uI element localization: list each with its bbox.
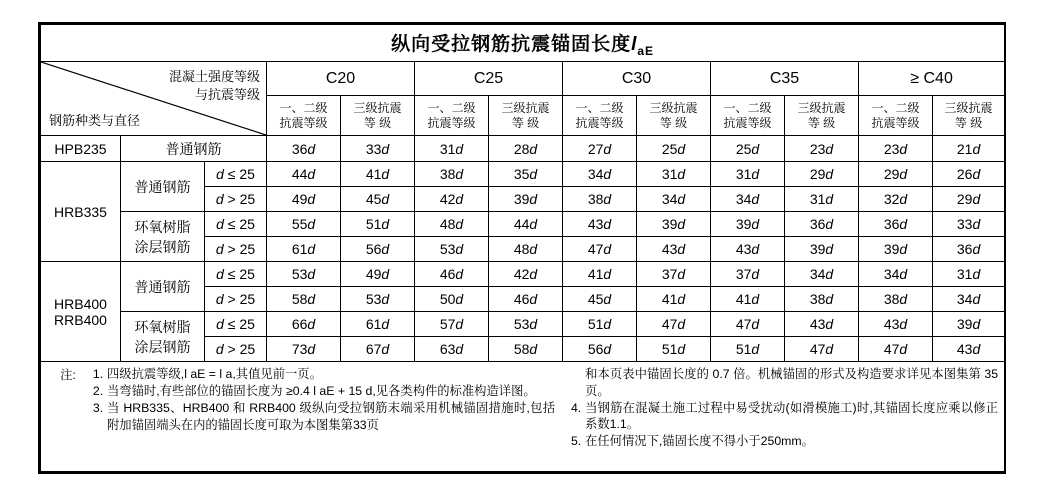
row-type-hrb400: HRB400 RRB400	[41, 262, 121, 362]
cell: 31d	[415, 136, 489, 162]
notes-right-column	[561, 362, 1004, 453]
cell: 31d	[933, 262, 1005, 287]
cell: 34d	[563, 162, 637, 187]
cell: 49d	[267, 187, 341, 212]
list-item: 4. 当钢筋在混凝土施工过程中易受扰动(如滑模施工)时,其锚固长度应乘以修正系数1.1。	[570, 400, 999, 431]
sub-header-c30-b: 三级抗震 等 级	[637, 96, 711, 136]
row-dia: d > 25	[205, 337, 267, 362]
list-item: 5. 在任何情况下,锚固长度不得小于250mm。	[570, 434, 814, 448]
cell: 53d	[341, 287, 415, 312]
table-row	[41, 136, 1005, 162]
cell: 41d	[563, 262, 637, 287]
cell: 61d	[267, 237, 341, 262]
cell: 43d	[785, 312, 859, 337]
cell: 45d	[563, 287, 637, 312]
cell: 50d	[415, 287, 489, 312]
list-item: 3. 当 HRB335、HRB400 和 RRB400 级纵向受拉钢筋末端采用机械锚固措施时,包括附加锚固端头在内的锚固长度可取为本图集第33页	[92, 401, 556, 432]
cell: 36d	[267, 136, 341, 162]
cell: 66d	[267, 312, 341, 337]
cell: 39d	[859, 237, 933, 262]
cell: 73d	[267, 337, 341, 362]
cell: 46d	[489, 287, 563, 312]
grade-c20: C20	[267, 62, 415, 96]
cell: 27d	[563, 136, 637, 162]
cell: 36d	[785, 212, 859, 237]
row-bar-epoxy: 环氧树脂 涂层钢筋	[121, 312, 205, 362]
cell: 51d	[563, 312, 637, 337]
cell: 34d	[637, 187, 711, 212]
cell: 34d	[933, 287, 1005, 312]
cell: 25d	[711, 136, 785, 162]
row-dia: d ≤ 25	[205, 312, 267, 337]
cell: 51d	[341, 212, 415, 237]
list-item: 1. 四级抗震等级,l aE = l a,其值见前一页。	[92, 367, 322, 381]
notes-left-column	[41, 362, 561, 453]
cell: 35d	[489, 162, 563, 187]
sub-header-c40-a: 一、二级 抗震等级	[859, 96, 933, 136]
row-dia: d > 25	[205, 287, 267, 312]
notes-label: 注:	[60, 368, 76, 382]
title-symbol: l	[631, 33, 638, 55]
cell: 34d	[859, 262, 933, 287]
cell: 39d	[489, 187, 563, 212]
cell: 43d	[859, 312, 933, 337]
cell: 39d	[711, 212, 785, 237]
cell: 43d	[563, 212, 637, 237]
list-item: 和本页表中锚固长度的 0.7 倍。机械锚固的形式及构造要求详见本图集第 35 页。	[585, 367, 999, 398]
cell: 53d	[415, 237, 489, 262]
cell: 47d	[859, 337, 933, 362]
cell: 48d	[489, 237, 563, 262]
grade-header-row	[41, 62, 1005, 96]
cell: 34d	[785, 262, 859, 287]
cell: 29d	[933, 187, 1005, 212]
cell: 45d	[341, 187, 415, 212]
cell: 67d	[341, 337, 415, 362]
row-dia: d ≤ 25	[205, 262, 267, 287]
cell: 23d	[785, 136, 859, 162]
grade-c25: C25	[415, 62, 563, 96]
cell: 51d	[637, 337, 711, 362]
sub-header-c20-b: 三级抗震 等 级	[341, 96, 415, 136]
grade-c30: C30	[563, 62, 711, 96]
cell: 37d	[637, 262, 711, 287]
cell: 28d	[489, 136, 563, 162]
row-dia: d > 25	[205, 187, 267, 212]
cell: 42d	[415, 187, 489, 212]
notes-row	[41, 362, 1005, 472]
table-title-row	[41, 25, 1005, 62]
cell: 21d	[933, 136, 1005, 162]
cell: 42d	[489, 262, 563, 287]
cell: 43d	[637, 237, 711, 262]
row-type-hrb335: HRB335	[41, 162, 121, 262]
corner-header-top: 混凝土强度等级 与抗震等级	[168, 69, 260, 102]
cell: 36d	[859, 212, 933, 237]
cell: 41d	[711, 287, 785, 312]
list-item: 2. 当弯锚时,有些部位的锚固长度为 ≥0.4 l aE + 15 d,见各类构件的标准构造详图。	[92, 384, 536, 398]
cell: 58d	[489, 337, 563, 362]
title-symbol-sub: aE	[637, 43, 655, 58]
cell: 32d	[859, 187, 933, 212]
corner-diagonal-header	[41, 62, 267, 136]
cell: 31d	[637, 162, 711, 187]
table-sheet	[38, 22, 1006, 474]
corner-header-bottom: 钢筋种类与直径	[49, 113, 141, 128]
cell: 51d	[711, 337, 785, 362]
cell: 41d	[341, 162, 415, 187]
row-bar-epoxy: 环氧树脂 涂层钢筋	[121, 212, 205, 262]
cell: 47d	[785, 337, 859, 362]
row-dia: d > 25	[205, 237, 267, 262]
grade-c40: ≥ C40	[859, 62, 1005, 96]
cell: 53d	[489, 312, 563, 337]
cell: 31d	[711, 162, 785, 187]
notes-cell	[41, 362, 1005, 472]
cell: 29d	[785, 162, 859, 187]
table-row	[41, 262, 1005, 287]
row-bar-hpb235: 普通钢筋	[121, 136, 267, 162]
cell: 61d	[341, 312, 415, 337]
sub-header-c35-a: 一、二级 抗震等级	[711, 96, 785, 136]
cell: 56d	[341, 237, 415, 262]
cell: 36d	[933, 237, 1005, 262]
sub-header-c30-a: 一、二级 抗震等级	[563, 96, 637, 136]
sub-header-c25-a: 一、二级 抗震等级	[415, 96, 489, 136]
cell: 43d	[933, 337, 1005, 362]
cell: 29d	[859, 162, 933, 187]
sub-header-c20-a: 一、二级 抗震等级	[267, 96, 341, 136]
row-bar-common: 普通钢筋	[121, 262, 205, 312]
cell: 47d	[563, 237, 637, 262]
cell: 25d	[637, 136, 711, 162]
cell: 39d	[785, 237, 859, 262]
notes-list-left	[89, 366, 555, 450]
cell: 44d	[489, 212, 563, 237]
cell: 26d	[933, 162, 1005, 187]
anchorage-length-table	[40, 24, 1005, 472]
cell: 34d	[711, 187, 785, 212]
cell: 55d	[267, 212, 341, 237]
cell: 37d	[711, 262, 785, 287]
cell: 38d	[785, 287, 859, 312]
title-text: 纵向受拉钢筋抗震锚固长度	[391, 33, 632, 55]
cell: 38d	[563, 187, 637, 212]
notes-list-right	[567, 366, 998, 450]
cell: 46d	[415, 262, 489, 287]
cell: 44d	[267, 162, 341, 187]
cell: 63d	[415, 337, 489, 362]
page-title	[41, 25, 1005, 62]
cell: 43d	[711, 237, 785, 262]
cell: 39d	[637, 212, 711, 237]
cell: 58d	[267, 287, 341, 312]
row-bar-common: 普通钢筋	[121, 162, 205, 212]
cell: 38d	[415, 162, 489, 187]
cell: 39d	[933, 312, 1005, 337]
cell: 41d	[637, 287, 711, 312]
row-dia: d ≤ 25	[205, 212, 267, 237]
cell: 38d	[859, 287, 933, 312]
table-row	[41, 312, 1005, 337]
grade-c35: C35	[711, 62, 859, 96]
cell: 47d	[711, 312, 785, 337]
table-row	[41, 162, 1005, 187]
sub-header-c25-b: 三级抗震 等 级	[489, 96, 563, 136]
row-type-hpb235: HPB235	[41, 136, 121, 162]
row-dia: d ≤ 25	[205, 162, 267, 187]
sub-header-c35-b: 三级抗震 等 级	[785, 96, 859, 136]
table-row	[41, 212, 1005, 237]
cell: 57d	[415, 312, 489, 337]
cell: 47d	[637, 312, 711, 337]
cell: 23d	[859, 136, 933, 162]
cell: 56d	[563, 337, 637, 362]
sub-header-c40-b: 三级抗震 等 级	[933, 96, 1005, 136]
cell: 48d	[415, 212, 489, 237]
cell: 33d	[341, 136, 415, 162]
notes-wrapper	[41, 362, 1004, 453]
cell: 31d	[785, 187, 859, 212]
cell: 49d	[341, 262, 415, 287]
cell: 53d	[267, 262, 341, 287]
cell: 33d	[933, 212, 1005, 237]
